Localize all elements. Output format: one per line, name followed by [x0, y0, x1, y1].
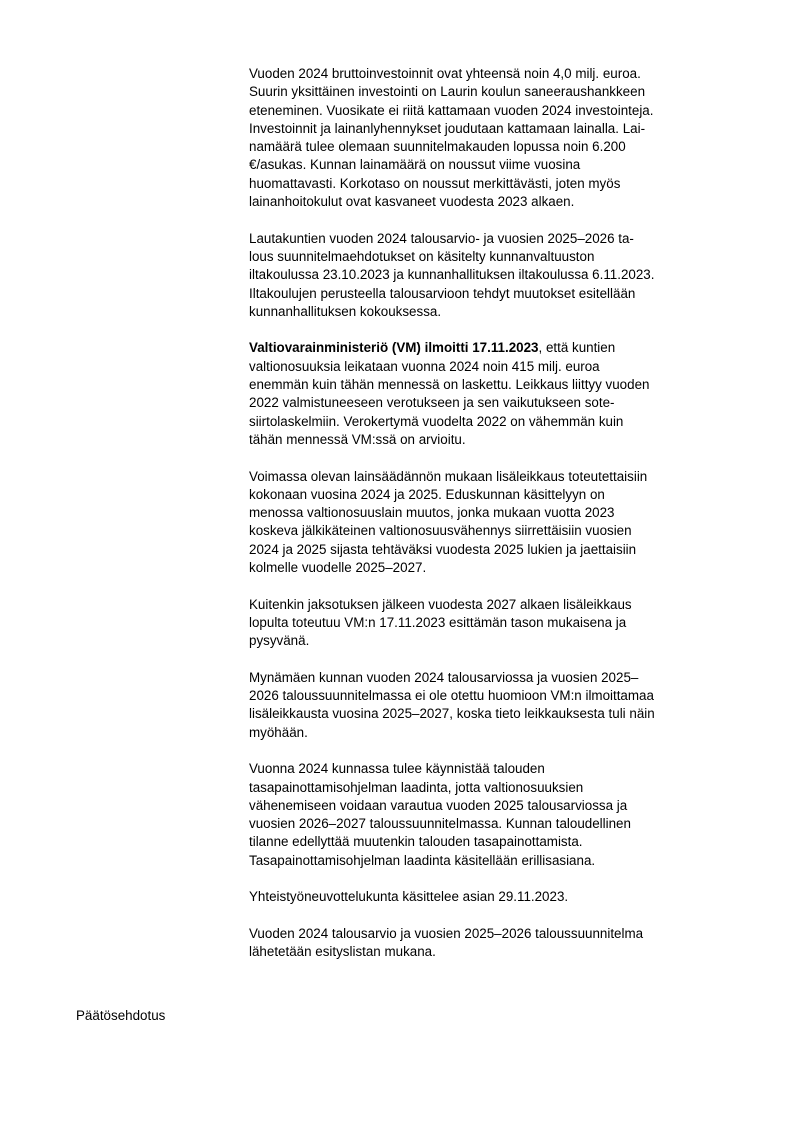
- text-line: [249, 339, 739, 357]
- paragraph-mynamaki: [249, 669, 739, 742]
- text-line: myöhään.: [249, 724, 308, 740]
- text-line: namäärä tulee olemaan suunnitelmakauden lopussa noin 6.200: [249, 139, 626, 155]
- text-line: kolmelle vuodelle 2025–2027.: [249, 560, 427, 576]
- text-line: valtionosuuksia leikataan vuonna 2024 noin 415 milj. euroa: [249, 358, 600, 374]
- text-line: Mynämäen kunnan vuoden 2024 talousarviossa ja vuosien 2025–: [249, 669, 639, 685]
- text-line: lähetetään esityslistan mukana.: [249, 944, 436, 960]
- text-line: Kuitenkin jaksotuksen jälkeen vuodesta 2027 alkaen lisäleikkaus: [249, 596, 632, 612]
- ministry-announcement-bold: Valtiovarainministeriö (VM) ilmoitti 17.11.2023: [249, 340, 539, 356]
- paragraph-committees: [249, 230, 739, 321]
- text-line: enemmän kuin tähän mennessä on laskettu. Leikkaus liittyy vuoden: [249, 377, 650, 393]
- text-line: pysyvänä.: [249, 633, 310, 649]
- text-line: menossa valtionosuuslain muutos, jonka mukaan vuotta 2023: [249, 505, 615, 521]
- ministry-announcement-rest: , että kuntien: [538, 340, 616, 356]
- paragraph-ministry: [249, 339, 739, 449]
- text-line: Tasapainottamisohjelman laadinta käsitellään erillisasiana.: [249, 852, 596, 868]
- text-line: Lautakuntien vuoden 2024 talousarvio- ja vuosien 2025–2026 ta-: [249, 230, 634, 246]
- text-line: Investoinnit ja lainanlyhennykset joudutaan kattamaan lainalla. Lai-: [249, 120, 646, 136]
- text-line: Vuonna 2024 kunnassa tulee käynnistää talouden: [249, 761, 545, 777]
- text-line: vuosien 2026–2027 taloussuunnitelmassa. Kunnan taloudellinen: [249, 816, 631, 832]
- paragraph-investments: [249, 65, 739, 211]
- body-text: [249, 65, 739, 980]
- text-line: Suurin yksittäinen investointi on Laurin koulun saneeraushankkeen: [249, 84, 646, 100]
- text-line: Voimassa olevan lainsäädännön mukaan lisäleikkaus toteutettaisiin: [249, 468, 648, 484]
- paragraph-legislation: [249, 468, 739, 578]
- text-line: Iltakoulujen perusteella talousarvioon tehdyt muutokset esitellään: [249, 285, 636, 301]
- text-line: lisäleikkausta vuosina 2025–2027, koska tieto leikkauksesta tuli näin: [249, 706, 655, 722]
- text-line: iltakoulussa 23.10.2023 ja kunnanhallituksen iltakoulussa 6.11.2023.: [249, 267, 655, 283]
- text-line: €/asukas. Kunnan lainamäärä on noussut viime vuosina: [249, 157, 581, 173]
- text-line: lopulta toteutuu VM:n 17.11.2023 esittämän tason mukaisena ja: [249, 614, 627, 630]
- decision-proposal-label: Päätösehdotus: [76, 1008, 166, 1023]
- text-line: 2024 ja 2025 sijasta tehtäväksi vuodesta 2025 lukien ja jaettaisiin: [249, 541, 637, 557]
- text-line: Yhteistyöneuvottelukunta käsittelee asian 29.11.2023.: [249, 889, 569, 905]
- paragraph-attachment: [249, 925, 739, 962]
- text-line: eteneminen. Vuosikate ei riitä kattamaan vuoden 2024 investointeja.: [249, 102, 654, 118]
- text-line: 2026 taloussuunnitelmassa ei ole otettu huomioon VM:n ilmoittamaa: [249, 688, 654, 704]
- text-line: lous suunnitelmaehdotukset on käsitelty kunnanvaltuuston: [249, 248, 595, 264]
- text-line: vähenemiseen voidaan varautua vuoden 2025 talousarviossa ja: [249, 797, 628, 813]
- paragraph-periodization: [249, 596, 739, 651]
- paragraph-balancing: [249, 760, 739, 870]
- text-line: huomattavasti. Korkotaso on noussut merkittävästi, joten myös: [249, 175, 621, 191]
- text-line: siirtolaskelmiin. Verokertymä vuodelta 2022 on vähemmän kuin: [249, 413, 624, 429]
- text-line: kokonaan vuosina 2024 ja 2025. Eduskunnan käsittelyyn on: [249, 486, 605, 502]
- text-line: tilanne edellyttää muutenkin talouden tasapainottamista.: [249, 834, 583, 850]
- text-line: lainanhoitokulut ovat kasvaneet vuodesta 2023 alkaen.: [249, 194, 575, 210]
- paragraph-cooperation: [249, 888, 739, 906]
- text-line: Vuoden 2024 talousarvio ja vuosien 2025–2026 taloussuunnitelma: [249, 925, 644, 941]
- text-line: kunnanhallituksen kokouksessa.: [249, 303, 442, 319]
- text-line: tasapainottamisohjelman laadinta, jotta valtionosuuksien: [249, 779, 584, 795]
- text-line: 2022 valmistuneeseen verotukseen ja sen vaikutukseen sote-: [249, 395, 615, 411]
- text-line: koskeva jälkikäteinen valtionosuusvähennys siirrettäisiin vuosien: [249, 523, 632, 539]
- text-line: Vuoden 2024 bruttoinvestoinnit ovat yhteensä noin 4,0 milj. euroa.: [249, 66, 641, 81]
- text-line: tähän mennessä VM:ssä on arvioitu.: [249, 431, 466, 447]
